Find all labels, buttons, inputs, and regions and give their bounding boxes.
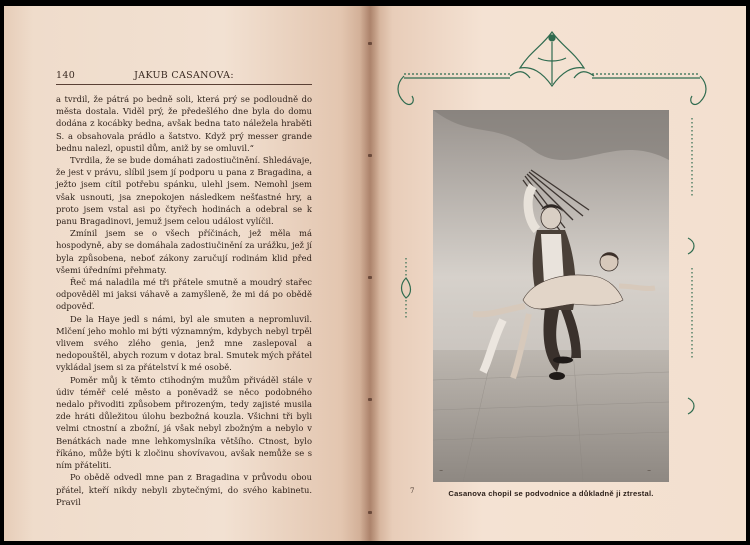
illustration-drawing: [433, 110, 669, 482]
running-head: [56, 70, 312, 85]
svg-text:~: ~: [647, 468, 652, 474]
paragraph: De la Haye jedl s námi, byl ale smuten a nepromluvil. Mlčení jeho mohlo mi býti významným, kdybych nebyl trpěl vlivem svého zlého genia, jenž mne zaslepoval a nedopouštěl, abych rozum v dotaz bral. Smutek mých přátel vykládal jsem si za přátelství k mé osobě.: [56, 313, 312, 373]
binding-stitch: [368, 398, 372, 401]
paragraph: Tvrdila, že se bude domáhati zadostiučinění. Shledávaje, že jest v právu, slíbil jsem jí podporu u pana z Bragadina, a ježto jsem cítil potřebu spánku, ulehl jsem. Nemohl jsem však usnouti, jsa znepokojen následkem nešťastné hry, a proto jsem vstal asi po čtyřech hodinách a odebral se k panu Bragadinovi, jemuž jsem celou událost vylíčil.: [56, 155, 312, 227]
paragraph: Zmínil jsem se o všech příčinách, jež měla má hospodyně, aby se domáhala zadostiučinění za urážku, jež jí byla způsobena, neboť zákony zaručují rodinám klid před všemi úředními přehmaty.: [56, 228, 312, 275]
binding-stitch: [368, 42, 372, 45]
book-gutter: [360, 6, 380, 541]
paragraph: Řeč má naladila mé tři přátele smutně a moudrý stařec odpověděl mi jaksi váhavě a zamyšleně, že mi dá po obědě odpověď.: [56, 277, 312, 312]
page-number: 140: [56, 70, 76, 81]
paragraph: a tvrdil, že pátrá po bedně soli, která prý se podloudně do města dostala. Viděl prý, že předešlého dne byla do domu dodána z kocábky bedna, avšak bedna tato náležela hraběti S. a obsahovala prádlo a šatstvo. Když prý messer grande bednu nalezl, opustil dům, aniž by se omluvil.“: [56, 94, 312, 153]
plate-mark: 7: [410, 487, 415, 495]
illustration-caption: Casanova chopil se podvodnice a důkladně ji ztrestal.: [448, 489, 654, 498]
svg-text:~: ~: [439, 468, 444, 474]
binding-stitch: [368, 511, 372, 514]
binding-stitch: [368, 276, 372, 279]
paragraph: Poměr můj k těmto ctihodným mužům přiváděl stále v údiv téměř celé město a poněvadž se něco podobného nedalo přivoditi způsobem přirozeným, tedy zajisté musila zde hráti důležitou úlohu bezbožná kouzla. Všichni tři byli velmi ctnostní a zbožní, já však nebyl zbožným a nebylo v Benátkách nade mne lehkomyslníka většího. Ctnost, bylo říkáno, může býti k zločinu shovívavou, avšak nemůže se s ním přáteliti.: [56, 374, 312, 471]
binding-stitch: [368, 154, 372, 157]
engraving-illustration: [433, 110, 669, 482]
body-text: [56, 93, 312, 508]
running-title: JAKUB CASANOVA:: [134, 70, 234, 81]
paragraph: Po obědě odvedl mne pan z Bragadina v průvodu obou přátel, kteří nikdy nebyli zbytečnými, do svého kabinetu. Pravil: [56, 472, 312, 507]
